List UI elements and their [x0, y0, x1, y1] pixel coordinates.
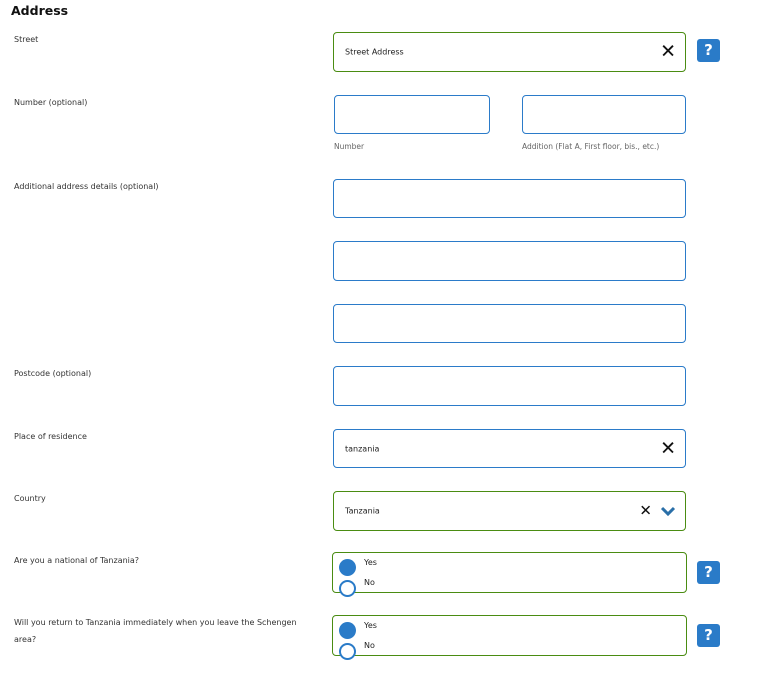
addition-hint: Addition (Flat A, First floor, bis., etc.) — [522, 142, 660, 151]
country-label: Country — [14, 494, 46, 503]
residence-label: Place of residence — [14, 432, 87, 441]
street-value: Street Address — [345, 47, 404, 57]
additional-input-3[interactable] — [333, 304, 686, 343]
chevron-down-icon[interactable] — [660, 506, 676, 516]
national-yes-label: Yes — [364, 558, 377, 567]
return-yes-radio[interactable] — [339, 622, 356, 639]
additional-input-2[interactable] — [333, 241, 686, 281]
number-input[interactable] — [334, 95, 490, 134]
return-help-button[interactable]: ? — [697, 624, 720, 647]
postcode-label: Postcode (optional) — [14, 369, 92, 378]
postcode-input[interactable] — [333, 366, 686, 406]
residence-input[interactable] — [333, 429, 686, 468]
country-value: Tanzania — [345, 506, 380, 516]
clear-icon[interactable]: ✕ — [639, 501, 652, 520]
return-label: Will you return to Tanzania immediately when you leave the Schengen area? — [14, 618, 297, 644]
country-select[interactable] — [333, 491, 686, 531]
national-radio-group — [332, 552, 687, 593]
return-radio-group — [332, 615, 687, 656]
national-no-label: No — [364, 578, 375, 587]
return-yes-label: Yes — [364, 621, 377, 630]
clear-icon[interactable]: ✕ — [660, 437, 676, 459]
clear-icon[interactable]: ✕ — [660, 40, 676, 63]
section-title: Address — [11, 3, 69, 18]
additional-label: Additional address details (optional) — [14, 182, 159, 191]
residence-value: tanzania — [345, 444, 380, 453]
additional-input-1[interactable] — [333, 179, 686, 218]
return-no-radio[interactable] — [339, 643, 356, 660]
number-hint: Number — [334, 142, 365, 151]
addition-input[interactable] — [522, 95, 686, 134]
number-label: Number (optional) — [14, 98, 88, 107]
national-yes-radio[interactable] — [339, 559, 356, 576]
national-no-radio[interactable] — [339, 580, 356, 597]
street-label: Street — [14, 35, 39, 44]
street-help-button[interactable]: ? — [697, 39, 720, 62]
street-input[interactable] — [333, 32, 686, 72]
national-help-button[interactable]: ? — [697, 561, 720, 584]
return-no-label: No — [364, 641, 375, 650]
national-label: Are you a national of Tanzania? — [14, 556, 140, 565]
